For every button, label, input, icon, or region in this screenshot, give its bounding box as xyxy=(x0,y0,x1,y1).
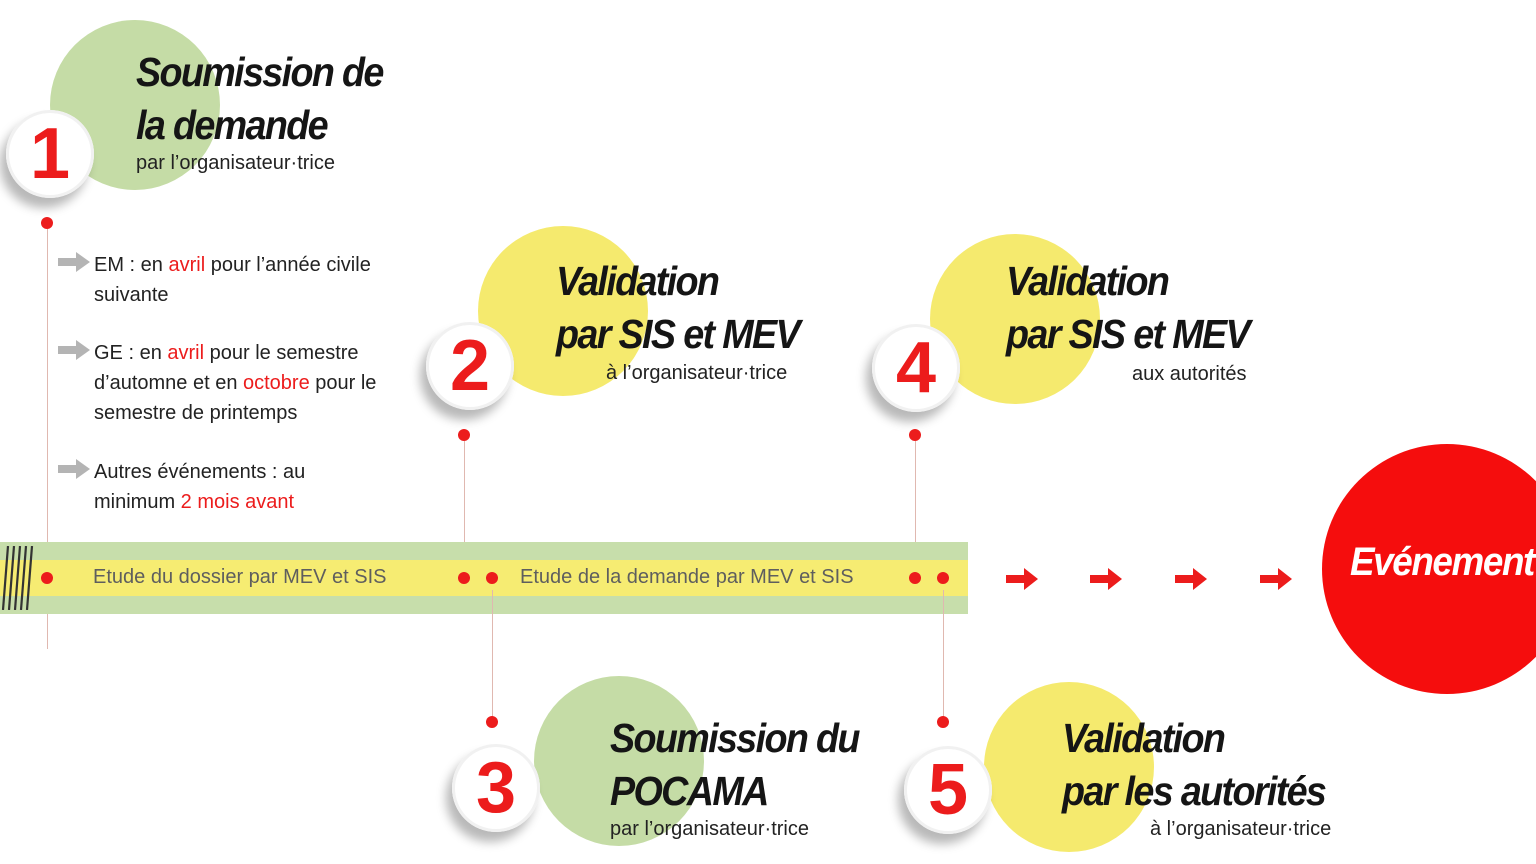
step-3-title-line1: Soumission du xyxy=(610,715,859,761)
step-5-marker-dot xyxy=(937,716,949,728)
step-5-title-line1: Validation xyxy=(1062,715,1225,761)
step-5-subtitle: à l’organisateur·trice xyxy=(1150,818,1332,840)
criteria-text xyxy=(94,250,424,310)
step-1-title xyxy=(136,46,383,152)
criteria-text-part: Autres événements : au minimum xyxy=(94,461,306,513)
step-1-badge xyxy=(6,110,94,198)
criteria-highlight: avril xyxy=(167,342,205,364)
step-5-badge xyxy=(904,746,992,834)
step-4-title-line2: par SIS et MEV xyxy=(1006,311,1250,357)
criteria-text-part: pour le semestre d’automne et en xyxy=(94,342,359,394)
red-arrow-icon xyxy=(1088,567,1124,591)
step-5-title xyxy=(1062,712,1325,818)
step-1-title-line2: la demande xyxy=(136,102,327,148)
step-4-number: 4 xyxy=(895,328,937,408)
step-2-number: 2 xyxy=(449,326,491,406)
step-1-subtitle: par l’organisateur·trice xyxy=(136,152,335,174)
timeline-segment-1-label: Etude du dossier par MEV et SIS xyxy=(93,566,387,588)
step-3-title xyxy=(610,712,859,818)
step-2-title-line2: par SIS et MEV xyxy=(556,311,800,357)
step-3-number: 3 xyxy=(475,748,517,828)
timeline-dot xyxy=(41,572,53,584)
criteria-text-part: EM : en xyxy=(94,254,169,276)
timeline-dot xyxy=(486,572,498,584)
timeline-segment-2-label: Etude de la demande par MEV et SIS xyxy=(520,566,854,588)
step-3-subtitle: par l’organisateur·trice xyxy=(610,818,809,840)
step-4-title xyxy=(1006,255,1249,361)
event-label: Evénement xyxy=(1350,540,1534,584)
red-arrow-icon xyxy=(1004,567,1040,591)
criteria-text-part: pour le semestre de printemps xyxy=(94,372,377,424)
red-arrow-icon xyxy=(1173,567,1209,591)
step-4-marker-dot xyxy=(909,429,921,441)
step-1-marker-dot xyxy=(41,217,53,229)
grey-arrow-icon xyxy=(58,459,90,479)
step-1-number: 1 xyxy=(29,114,71,194)
step-3-marker-dot xyxy=(486,716,498,728)
criteria-text xyxy=(94,338,424,428)
criteria-text-part: pour l’année civile suivante xyxy=(94,254,371,306)
step-5-number: 5 xyxy=(927,750,969,830)
grey-arrow-icon xyxy=(58,252,90,272)
step-3-title-line2: POCAMA xyxy=(610,768,768,814)
step-1-title-line1: Soumission de xyxy=(136,49,383,95)
step-3-badge xyxy=(452,744,540,832)
step-2-badge xyxy=(426,322,514,410)
criteria-highlight: 2 mois avant xyxy=(180,491,295,513)
step-2-title xyxy=(556,255,799,361)
timeline-start-hatch xyxy=(0,546,36,610)
step-4-title-line1: Validation xyxy=(1006,258,1169,304)
step-2-marker-dot xyxy=(458,429,470,441)
step-4-badge xyxy=(872,324,960,412)
step-4-subtitle: aux autorités xyxy=(1132,363,1247,385)
timeline-dot xyxy=(909,572,921,584)
step-2-title-line1: Validation xyxy=(556,258,719,304)
step-5-title-line2: par les autorités xyxy=(1062,768,1326,814)
red-arrow-icon xyxy=(1258,567,1294,591)
timeline-dot xyxy=(937,572,949,584)
criteria-highlight: octobre xyxy=(243,372,310,394)
timeline-dot xyxy=(458,572,470,584)
criteria-text xyxy=(94,457,374,517)
criteria-text-part: GE : en xyxy=(94,342,168,364)
step-5-connector-line xyxy=(943,590,944,718)
grey-arrow-icon xyxy=(58,340,90,360)
criteria-highlight: avril xyxy=(168,254,206,276)
step-2-subtitle: à l’organisateur·trice xyxy=(606,362,788,384)
step-3-connector-line xyxy=(492,590,493,718)
